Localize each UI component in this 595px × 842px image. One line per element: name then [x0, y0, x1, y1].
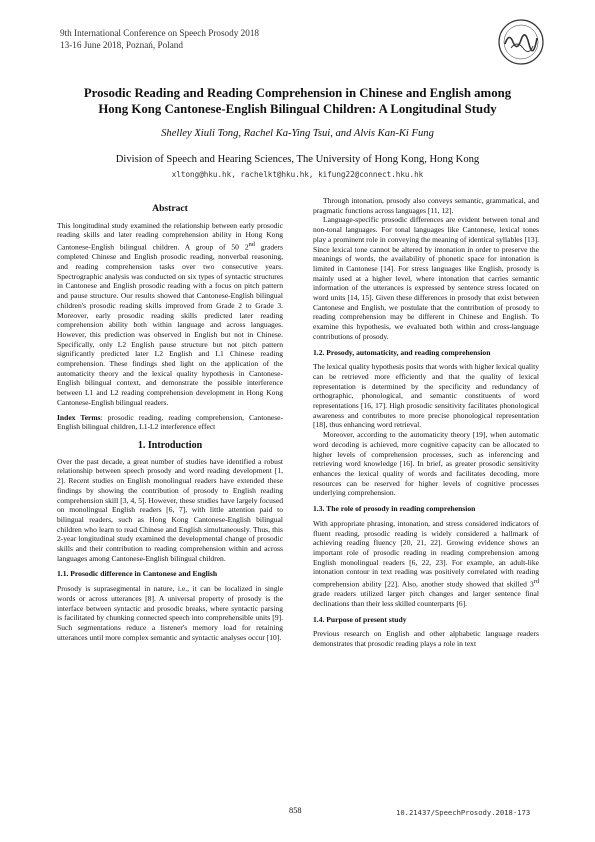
- conference-header: [60, 28, 259, 51]
- section-heading-1-4: 1.4. Purpose of present study: [313, 614, 407, 624]
- title-line-1: Prosodic Reading and Reading Comprehension in Chinese and English among: [83, 86, 512, 100]
- conference-name: 9th International Conference on Speech Prosody 2018: [60, 28, 260, 38]
- intro-paragraph: Over the past decade, a great number of studies have identified a robust relationship between speech prosody and word reading development [1, 2]. Recent studies on English monolingual readers have extended these findings by showing the contribution of prosody to English reading comprehension skill [3, 4, 5]. However, these studies have largely focused on monolingual English readers [6, 7], with little attention paid to bilingual readers, such as Hong Kong Cantonese-English bilingual children who learn to read Chinese and English simultaneously. Thus, this 2-year longitudinal study examined the developmental change of prosodic skills and their contribution to reading comprehension within and across languages among Cantonese-English bilingual children.: [57, 456, 283, 563]
- abstract-text: This longitudinal study examined the relationship between early prosodic reading skills and later reading comprehension ability in Hong Kong Cantonese-English bilingual children. A group of 50 2nd graders completed Chinese and English prosodic reading, nonverbal reasoning, and reading comprehension tasks over two consecutive years. Spectrographic analysis was conducted on six types of syntactic structures in Cantonese and English prosodic reading with a focus on pitch pattern and pause structure. Our results showed that Cantonese-English bilingual children's prosodic reading skills improved from Grade 2 to Grade 3. Moreover, early prosodic reading skills predicted later reading comprehension ability both within language and across languages. However, this prediction was observed in English but not in Chinese. Specifically, only L2 English pause structure but not pitch pattern significantly predicted later L2 English and L1 Chinese reading comprehension. These findings shed light on the application of the automaticity theory and the lexical quality hypothesis in Cantonese-English bilingual context, and demonstrate the possible interference between L1 and L2 reading comprehension development in Hong Kong Cantonese-English bilingual readers.: [57, 220, 283, 407]
- section-1-2-paragraph-1: The lexical quality hypothesis posits that words with higher lexical quality can be retrieved more efficiently and that the quality of lexical representation is determined by the specificity and redundancy of orthographic, phonological, and semantic constituents of word representations [16, 17]. High prosodic sensitivity facilitates phonological awareness and contributes to more precise phonological representation [18], thus enhancing word retrieval.: [313, 362, 539, 430]
- section-heading-1-1: 1.1. Prosodic difference in Cantonese and English: [57, 569, 218, 579]
- section-1-1-paragraph: Prosody is suprasegmental in nature, i.e., it can be localized in single words or across utterances [8]. A universal property of prosody is the interface between syntactic and prosodic breaks, where syntactic parsing is facilitated by chunking connected speech into comprehensible units [9]. Such segmentations reduce a listener's memory load for retaining utterances until more complex semantic and syntactic analyses occur [10].: [57, 584, 283, 642]
- right-column: [313, 196, 539, 649]
- index-terms-label: Index Terms: [57, 412, 101, 422]
- section-1-1-paragraph-3: Language-specific prosodic differences are evident between tonal and non-tonal languages. For tonal languages like Cantonese, lexical tones play a prominent role in conveying the meaning of identical syllables [13]. Since lexical tone cannot be altered by intonation in order to preserve the meanings of words, the availability of phonetic space for intonation is limited in Cantonese [14]. For stress languages like English, prosody is mainly used at a higher level, where intonation that carries semantic information of the utterances is expressed by sentence stress located on word units [14, 15]. Given these differences in prosody that exist between Cantonese and English, we postulate that the contribution of prosody to reading comprehension may be different in Chinese and English. To examine this hypothesis, we evaluated both within and cross-language contributions of prosody.: [313, 215, 539, 341]
- section-heading-1-3: 1.3. The role of prosody in reading comprehension: [313, 504, 476, 514]
- left-column: [57, 196, 283, 642]
- conference-dates: 13-16 June 2018, Poznań, Poland: [60, 39, 183, 50]
- section-1-4-paragraph: Previous research on English and other alphabetic language readers demonstrates that prosodic reading plays a role in text: [313, 629, 539, 649]
- section-1-2-paragraph-2: Moreover, according to the automaticity theory [19], when automatic word decoding is achieved, more cognitive capacity can be allocated to higher levels of comprehension processes, such as inferencing and retrieving word knowledge [16]. In brief, as greater prosodic sensitivity enhances the lexical quality of words and facilitates decoding, more resources can be reserved for higher levels of cognitive processes underlying comprehension.: [313, 430, 539, 498]
- section-heading-1-2: 1.2. Prosody, automaticity, and reading comprehension: [313, 347, 491, 357]
- title-line-2: Hong Kong Cantonese-English Bilingual Children: A Longitudinal Study: [98, 101, 497, 116]
- section-1-1-paragraph-2: Through intonation, prosody also conveys semantic, grammatical, and pragmatic functions across languages [11, 12].: [313, 196, 539, 215]
- paper-title: [40, 86, 555, 117]
- conference-logo-icon: [497, 18, 545, 66]
- doi: 10.21437/SpeechProsody.2018-173: [396, 808, 531, 817]
- section-heading-introduction: 1. Introduction: [137, 439, 203, 451]
- page-number: 858: [289, 806, 302, 815]
- affiliation: Division of Speech and Hearing Sciences, The University of Hong Kong, Hong Kong: [115, 154, 480, 165]
- index-terms: Index Terms: prosodic reading, reading comprehension, Cantonese-English bilingual children, L1-L2 interference effect: [57, 412, 283, 432]
- abstract-heading: Abstract: [152, 203, 188, 214]
- section-1-3-paragraph: With appropriate phrasing, intonation, and stress considered indicators of fluent reading, prosodic reading is widely considered a hallmark of achieving reading fluency [20, 21, 22]. Growing evidence shows an important role of prosodic reading in reading comprehension among English monolingual readers [6, 22, 23]. For example, an adult-like intonation contour in text reading was positively correlated with reading comprehension ability [22]. Also, another study showed that skilled 3rd grade readers utilized larger pitch changes and larger sentence final declinations than their less skilled counterparts [6].: [313, 518, 539, 608]
- authors: Shelley Xiuli Tong, Rachel Ka-Ying Tsui, and Alvis Kan-Ki Fung: [161, 128, 434, 139]
- author-emails: xltong@hku.hk, rachelkt@hku.hk, kifung22@connect.hku.hk: [171, 170, 424, 179]
